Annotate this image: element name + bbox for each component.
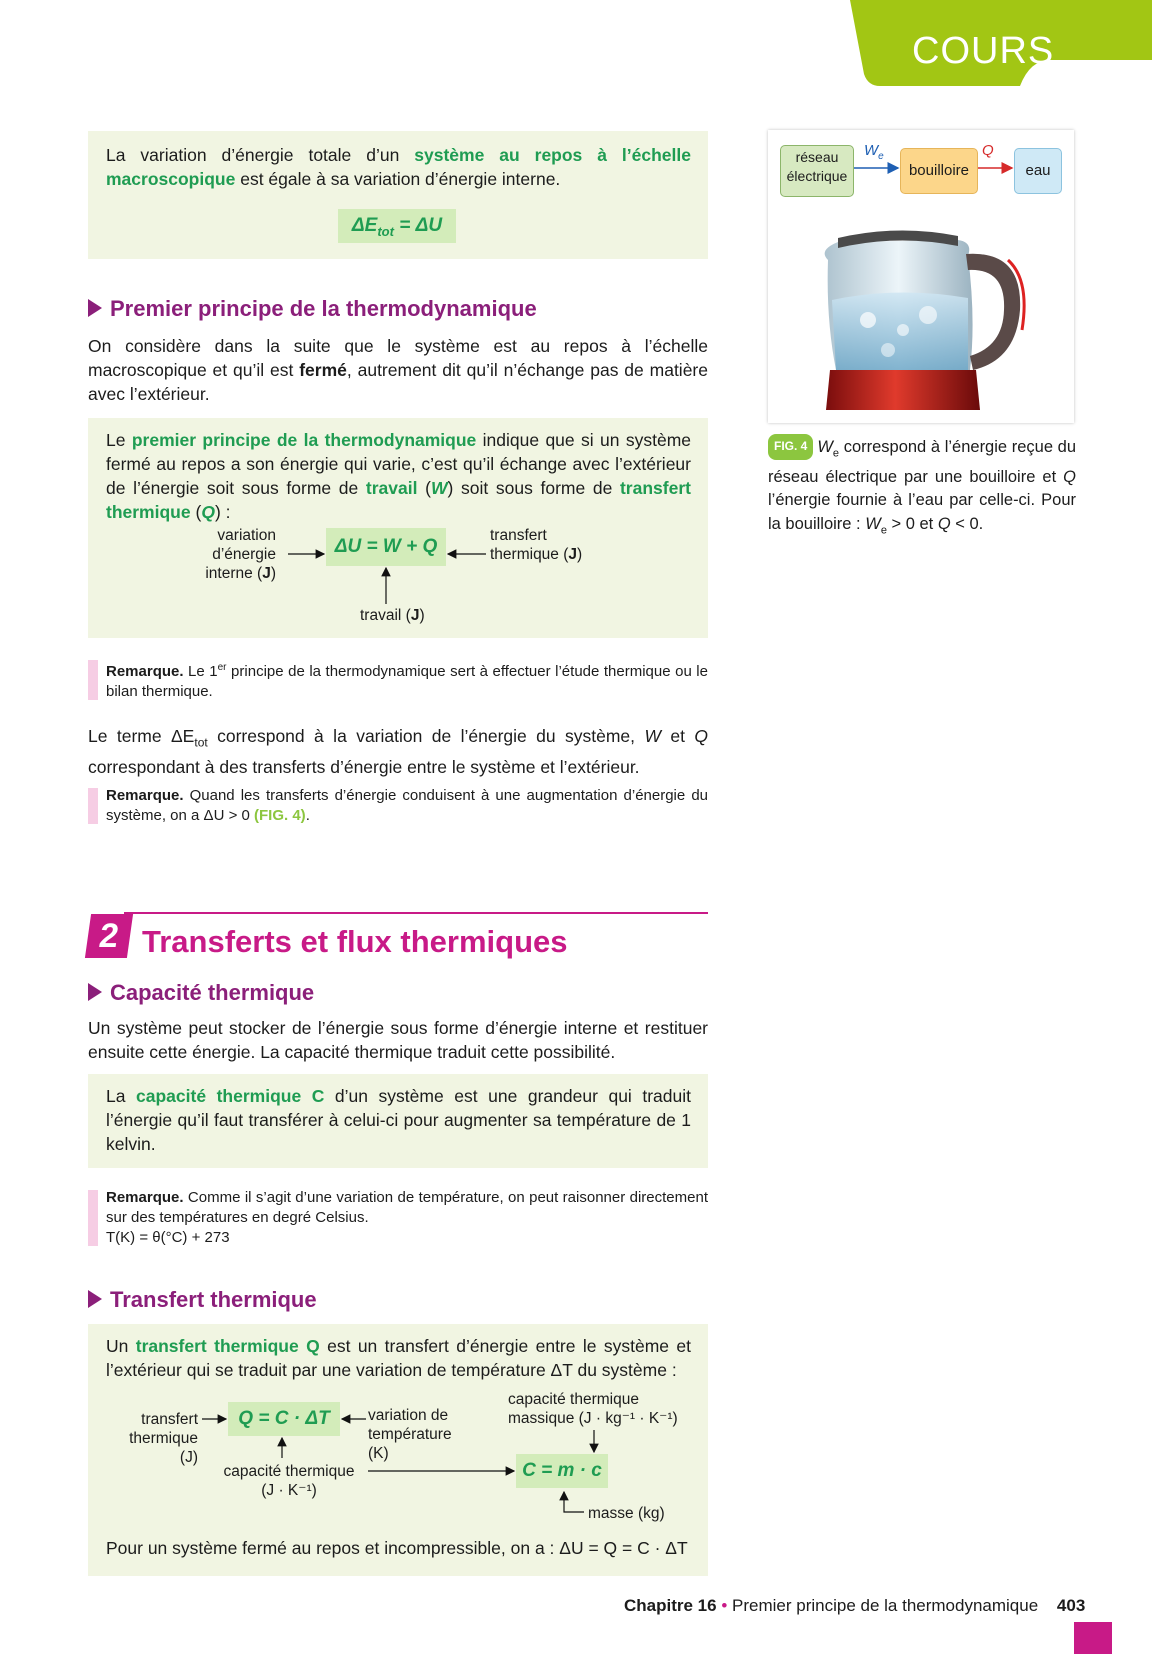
heading-triangle-icon xyxy=(88,983,102,1001)
conclusion-text: Pour un système fermé au repos et incompressible, on a : ΔU = Q = C · ΔT xyxy=(106,1538,688,1558)
footer: Chapitre 16 • Premier principe de la thermodynamique 403 xyxy=(624,1596,1086,1615)
label-thermal-transfer: transfert thermique (J) xyxy=(490,527,583,563)
section2-rule xyxy=(124,912,708,914)
intro-text: La variation d’énergie totale d’un système au repos à l’échelle macroscopique est égale à sa variation d’énergie interne. xyxy=(106,145,691,189)
section1-heading: Premier principe de la thermodynamique xyxy=(88,296,537,322)
formula-C: C = m · c xyxy=(516,1454,608,1488)
page-number: 403 xyxy=(1056,1596,1086,1615)
cours-label: COURS xyxy=(912,30,1055,72)
label-transfert-thermique: transfert thermique (J) xyxy=(129,1411,198,1466)
box-kettle: bouilloire xyxy=(900,148,978,194)
intro-definition-box xyxy=(88,131,708,259)
box-water: eau xyxy=(1014,148,1062,194)
first-principle-arrows xyxy=(88,418,708,638)
first-principle-box xyxy=(88,418,708,638)
label-capacite-thermique: capacité thermique (J · K⁻¹) xyxy=(223,1463,355,1499)
remark-bar xyxy=(88,660,98,700)
heading-triangle-icon xyxy=(88,299,102,317)
heading-triangle-icon xyxy=(88,1290,102,1308)
section2-number: 2 xyxy=(85,914,133,958)
remark-energy-increase: Remarque. Quand les transferts d’énergie conduisent à une augmentation d’énergie du système, on a ΔU > 0 (FIG. 4). xyxy=(88,786,708,826)
first-principle-text: Le premier principe de la thermodynamique indique que si un système fermé au repos a son énergie qui varie, c’est qu’il échange avec l’extérieur de l’énergie soit sous forme de travail (W) soit sous forme de transfert thermique (Q) : xyxy=(106,430,692,522)
thermal-transfer-text: Un transfert thermique Q est un transfert d’énergie entre le système et l’extérieur qui se traduit par une variation de température ΔT du système : xyxy=(106,1336,691,1380)
capacity-paragraph: Un système peut stocker de l’énergie sous forme d’énergie interne et restituer ensuite cette énergie. La capacité thermique traduit cette possibilité. xyxy=(88,1018,708,1062)
kettle-illustration xyxy=(808,220,1038,416)
section1-paragraph: On considère dans la suite que le système est au repos à l’échelle macroscopique et qu’il est fermé, autrement dit qu’il n’échange pas de matière avec l’extérieur. xyxy=(88,336,708,404)
label-variation-temperature: variation de température (K) xyxy=(368,1407,452,1462)
celsius-formula: T(K) = θ(°C) + 273 xyxy=(106,1229,230,1246)
formula-Q: Q = C · ΔT xyxy=(228,1402,340,1436)
thermal-transfer-box xyxy=(88,1324,708,1576)
footer-corner-block xyxy=(1074,1622,1112,1654)
section2-title: Transferts et flux thermiques xyxy=(142,924,568,959)
label-capacite-massique: capacité thermique massique (J · kg⁻¹ · K⁻¹) xyxy=(508,1391,678,1427)
cours-tab xyxy=(850,0,1152,86)
label-masse: masse (kg) xyxy=(588,1505,665,1522)
label-work: travail (J) xyxy=(360,607,425,624)
intro-formula: $\Delta E_{tot} = \Delta U$ xyxy=(338,209,456,243)
remark-celsius: Remarque. Comme il s’agit d’une variation de température, on peut raisonner directement sur des températures en degré Celsius. T(K) = θ(°C) + 273 xyxy=(88,1188,708,1248)
label-Q: Q xyxy=(982,142,994,159)
label-We: $W_e$ xyxy=(864,142,884,162)
section1-paragraph2: Le terme $\Delta E_{tot}$ correspond à la variation de l’énergie du système, W et Q correspondant à des transferts d’énergie entre le système et l’extérieur. xyxy=(88,726,708,777)
capacity-definition-box xyxy=(88,1074,708,1168)
capacity-definition-text: La capacité thermique C d’un système est une grandeur qui traduit l’énergie qu’il faut transférer à celui-ci pour augmenter sa température de 1 kelvin. xyxy=(106,1086,691,1154)
fig4-reference-link[interactable]: (FIG. 4) xyxy=(254,807,306,824)
remark-first-principle: Remarque. Le 1er principe de la thermodynamique sert à effectuer l’étude thermique ou le bilan thermique. xyxy=(88,658,708,702)
remark-bar xyxy=(88,1190,98,1246)
figure4-panel xyxy=(768,130,1074,423)
remark-bar xyxy=(88,788,98,824)
capacity-heading: Capacité thermique xyxy=(88,980,314,1006)
fig4-tag: FIG. 4 xyxy=(768,434,813,460)
transfer-heading: Transfert thermique xyxy=(88,1287,317,1313)
first-principle-formula: ΔU = W + Q xyxy=(326,528,446,566)
box-electric-grid: réseau électrique xyxy=(780,145,854,197)
figure4-caption: FIG. 4 $W_e$ correspond à l’énergie reçue du réseau électrique par une bouilloire et Q l’énergie fournie à l’eau par celle-ci. Pour la bouilloire : $W_e > 0$ et Q < 0. xyxy=(768,434,1076,543)
label-internal-energy: variation d’énergie interne (J) xyxy=(205,527,276,582)
